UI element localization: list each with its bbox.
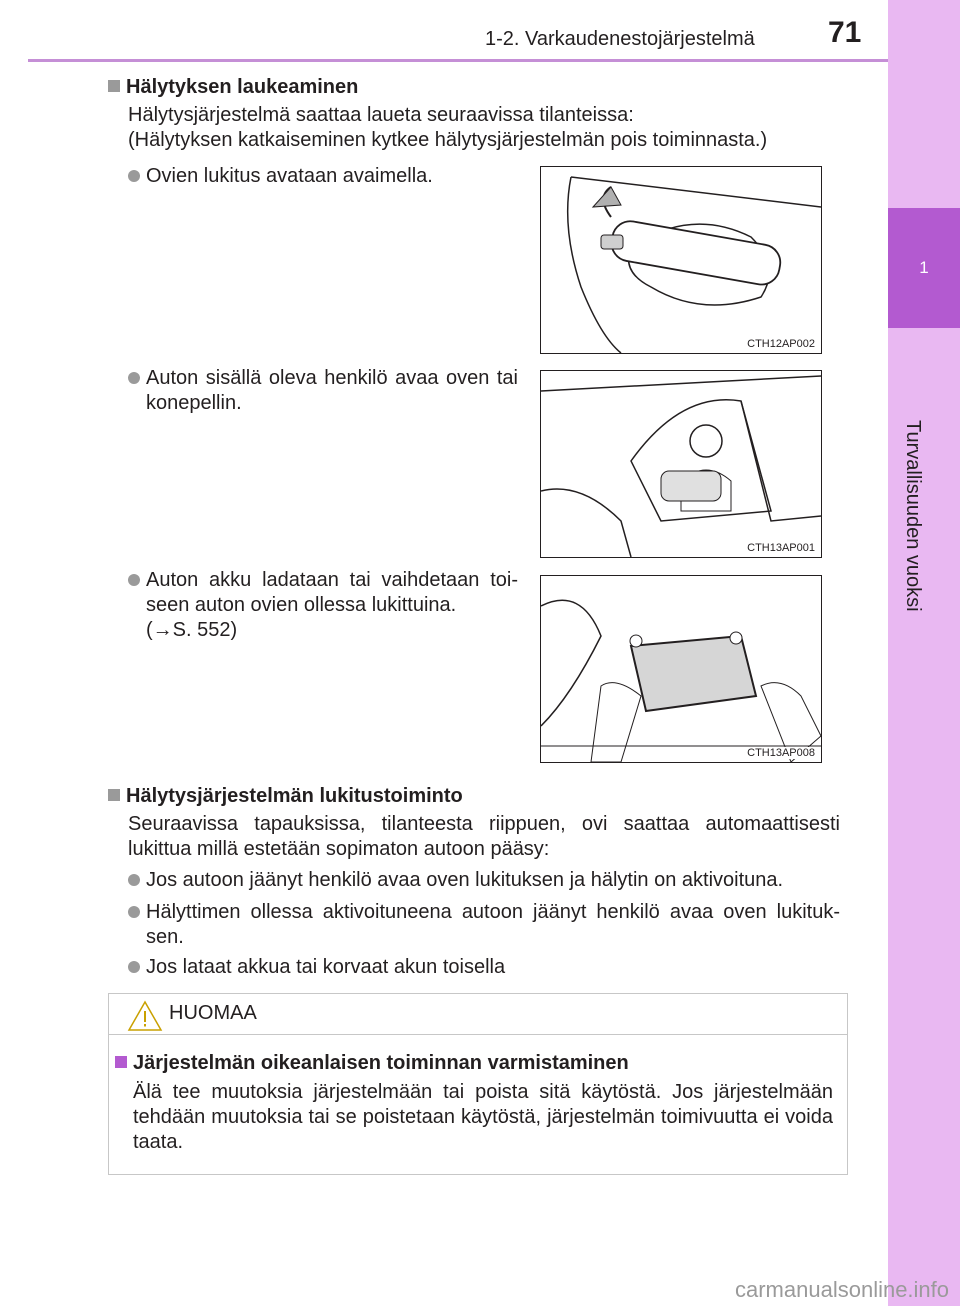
round-bullet-icon [128,372,140,384]
warning-triangle-icon [127,1000,163,1032]
header-divider [28,59,888,62]
figure-battery-replacement [540,575,822,763]
watermark: carmanualsonline.info [735,1277,950,1302]
notice-body: Älä tee muutoksia järjestelmään tai poista sitä käytöstä. Jos järjestelmään tehdään muutoksia tai se poistetaan käytöstä, järjestelmän toimivuutta ei voida taata. [133,1081,833,1153]
notice-heading: Järjestelmän oikeanlaisen toiminnan varmistaminen [115,1052,629,1075]
reference-arrow-icon: → [152,619,173,641]
door-key-illustration-icon [541,167,821,353]
section-intro [128,103,848,153]
round-bullet-icon [128,906,140,918]
figure-door-key [540,166,822,354]
figure-code: CTH12AP002 [747,338,815,350]
page-number: 71 [828,16,862,49]
list-item: Auton sisällä oleva henkilö avaa oven tai konepellin. [128,366,518,416]
chapter-reference: 1-2. Varkaudenestojärjestelmä [485,28,755,50]
round-bullet-icon [128,574,140,586]
chapter-side-tab[interactable] [888,0,960,1306]
round-bullet-icon [128,961,140,973]
square-bullet-icon [108,80,120,92]
notice-box [108,993,848,1175]
page-reference-link[interactable]: S. 552 [172,619,231,641]
list-item: Hälyttimen ollessa aktivoituneena autoon jäänyt henkilö avaa oven lukituk-sen. [128,900,840,950]
square-bullet-icon [115,1056,127,1068]
list-item: Auton akku ladataan tai vaihdetaan toi-seen auton ovien ollessa lukittuina. (→S. 552) [128,568,518,643]
list-item: Jos lataat akkua tai korvaat akun toisella [128,955,840,980]
list-item: Ovien lukitus avataan avaimella. [128,164,518,189]
round-bullet-icon [128,874,140,886]
figure-person-in-car [540,370,822,558]
notice-divider [109,1034,847,1035]
chapter-label: Turvallisuuden vuoksi [902,420,924,612]
list-item: Jos autoon jäänyt henkilö avaa oven lukituksen ja hälytin on aktivoituna. [128,868,840,893]
section-heading-lock-function: Hälytysjärjestelmän lukitustoiminto [108,785,463,808]
person-in-car-illustration-icon [541,371,821,557]
chapter-number: 1 [919,258,929,277]
square-bullet-icon [108,789,120,801]
intro-line: (Hälytyksen katkaiseminen kytkee hälytysjärjestelmän pois toiminnasta.) [128,129,768,151]
figure-code: CTH13AP001 [747,542,815,554]
round-bullet-icon [128,170,140,182]
figure-code: CTH13AP008 [747,747,815,759]
section-heading-alarm-trigger: Hälytyksen laukeaminen [108,76,358,99]
section-intro: Seuraavissa tapauksissa, tilanteesta riippuen, ovi saattaa automaattisesti lukittua millä estetään sopimaton autoon pääsy: [128,813,840,860]
battery-replacement-illustration-icon [541,576,821,762]
notice-title: HUOMAA [169,1002,257,1024]
intro-line: Hälytysjärjestelmä saattaa laueta seuraavissa tilanteissa: [128,104,634,126]
